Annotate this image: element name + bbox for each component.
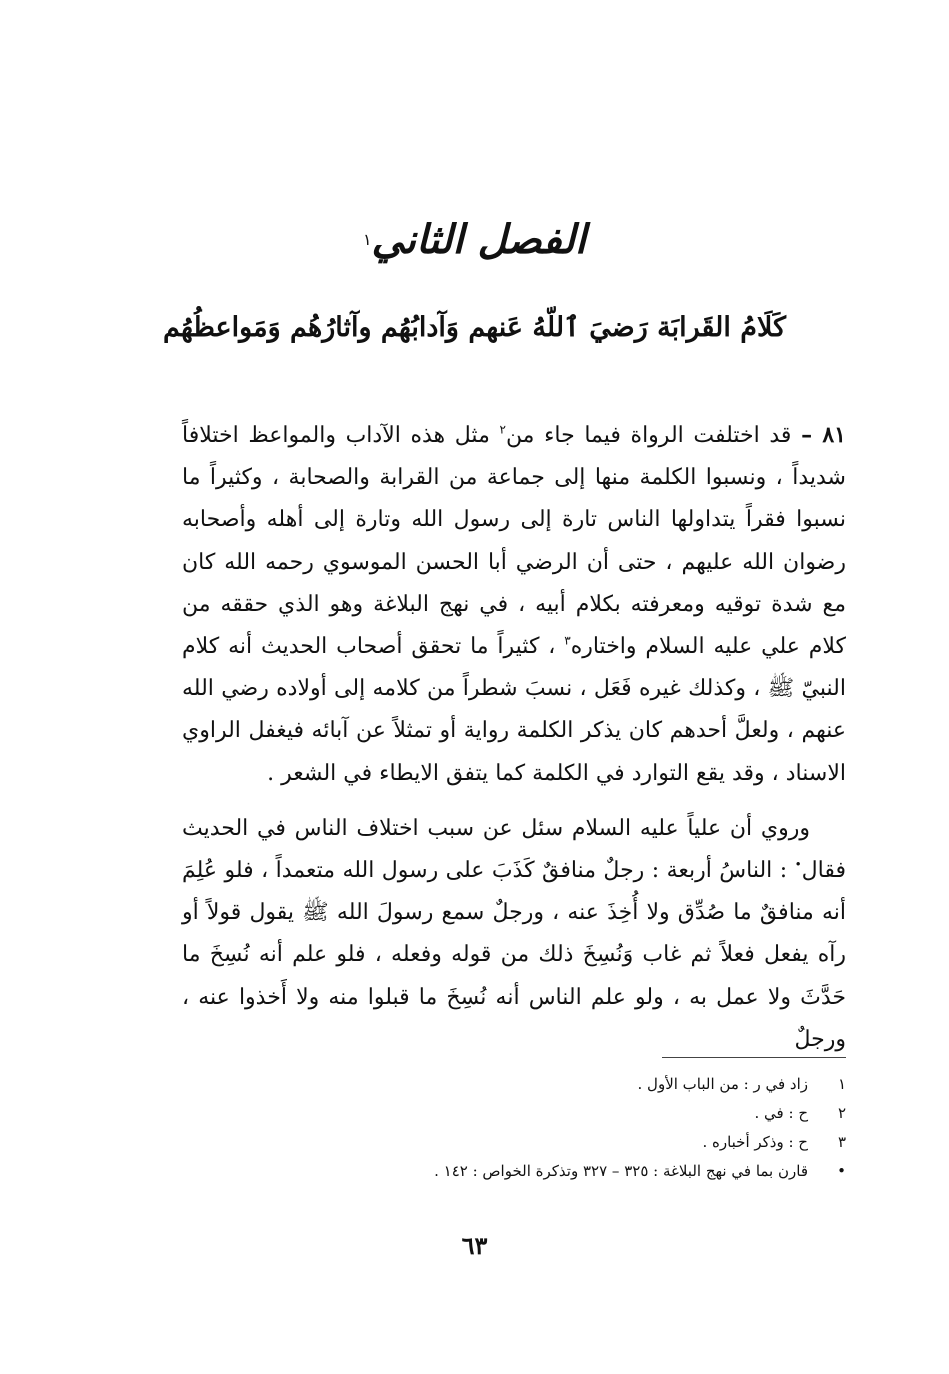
chapter-title-text: الفصل الثاني — [371, 216, 587, 263]
footnote-divider — [662, 1057, 846, 1058]
footnote-1 — [300, 1070, 846, 1099]
page-number: ٦٣ — [461, 1231, 488, 1260]
footnote-mark: ٢ — [837, 1104, 846, 1122]
paragraph-number: ٨١ – — [801, 422, 846, 448]
chapter-title-note-mark: ١ — [362, 230, 372, 249]
footnote-ref-3: ٣ — [564, 633, 571, 648]
footnote-bullet — [300, 1157, 846, 1186]
chapter-subtitle: كَلَامُ القَرابَة رَضيَ ٱللّهُ عَنهم وَآدابُهُم وآثارُهُم وَمَواعظُهُم — [162, 312, 786, 343]
footnotes — [300, 1070, 846, 1186]
paragraph-text: وروي أن علياً عليه السلام سئل عن سبب اختلاف الناس في الحديث فقال — [182, 815, 846, 884]
footnote-text: قارن بما في نهج البلاغة : ٣٢٥ – ٣٢٧ وتذكرة الخواص : ١٤٢ . — [434, 1162, 808, 1180]
paragraph-hadith — [182, 808, 846, 1061]
footnote-ref-2: ٢ — [499, 422, 506, 437]
paragraph-text: قد اختلفت الرواة فيما جاء من — [505, 423, 792, 448]
footnote-text: ح : وذكر أخباره . — [702, 1133, 808, 1151]
paragraph-text: ، كثيراً ما تحقق أصحاب الحديث أنه كلام النبيّ ﷺ ، وكذلك غيره فَعَل ، نسبَ شطراً من كلامه إلى أولاده رضي الله عنهم ، ولعلَّ أحدهم كان يذكر الكلمة رواية أو تمثلاً عن آبائه فيغفل الراوي الاسناد ، وقد يقع التوارد في الكلمة كما يتفق الايطاء في الشعر . — [182, 634, 846, 786]
footnote-text: ح : في . — [754, 1104, 808, 1122]
footnote-text: زاد في ر : من الباب الأول . — [637, 1075, 808, 1093]
footnote-mark: ٣ — [837, 1133, 846, 1151]
footnote-mark: • — [837, 1162, 846, 1180]
footnote-ref-bullet: • — [794, 857, 802, 872]
main-text — [182, 414, 846, 1061]
footnote-3 — [300, 1128, 846, 1157]
paragraph-81 — [182, 414, 846, 795]
paragraph-text: : الناسُ أربعة : رجلٌ منافقٌ كَذَبَ على رسول الله متعمداً ، فلو عُلِمَ أنه منافقٌ ما صُدِّق ولا أُخِذَ عنه ، ورجلٌ سمع رسولَ الله ﷺ يقول قولاً أو رآه يفعل فعلاً ثم غاب وَنُسِخَ ذلك من قوله وفعله ، فلو علم أنه نُسِخَ ما حَدَّثَ ولا عمل به ، ولو علم الناس أنه نُسِخَ ما قبلوا منه ولا أَخذوا عنه ، ورجلٌ — [182, 858, 846, 1052]
paragraph-text: مثل هذه الآداب والمواعظ اختلافاً شديداً ، ونسبوا الكلمة منها إلى جماعة من القرابة والصحابة ، وكثيراً ما نسبوا فقراً يتداولها الناس تارة إلى رسول الله وتارة إلى أهله وأصحابه رضوان الله عليهم ، حتى أن الرضي أبا الحسن الموسوي رحمه الله كان مع شدة توقيه ومعرفته بكلام أبيه ، في نهج البلاغة وهو الذي حققه من كلام علي عليه السلام واختاره — [182, 423, 846, 660]
footnote-mark: ١ — [837, 1075, 846, 1093]
footnote-2 — [300, 1099, 846, 1128]
chapter-title — [0, 212, 949, 268]
